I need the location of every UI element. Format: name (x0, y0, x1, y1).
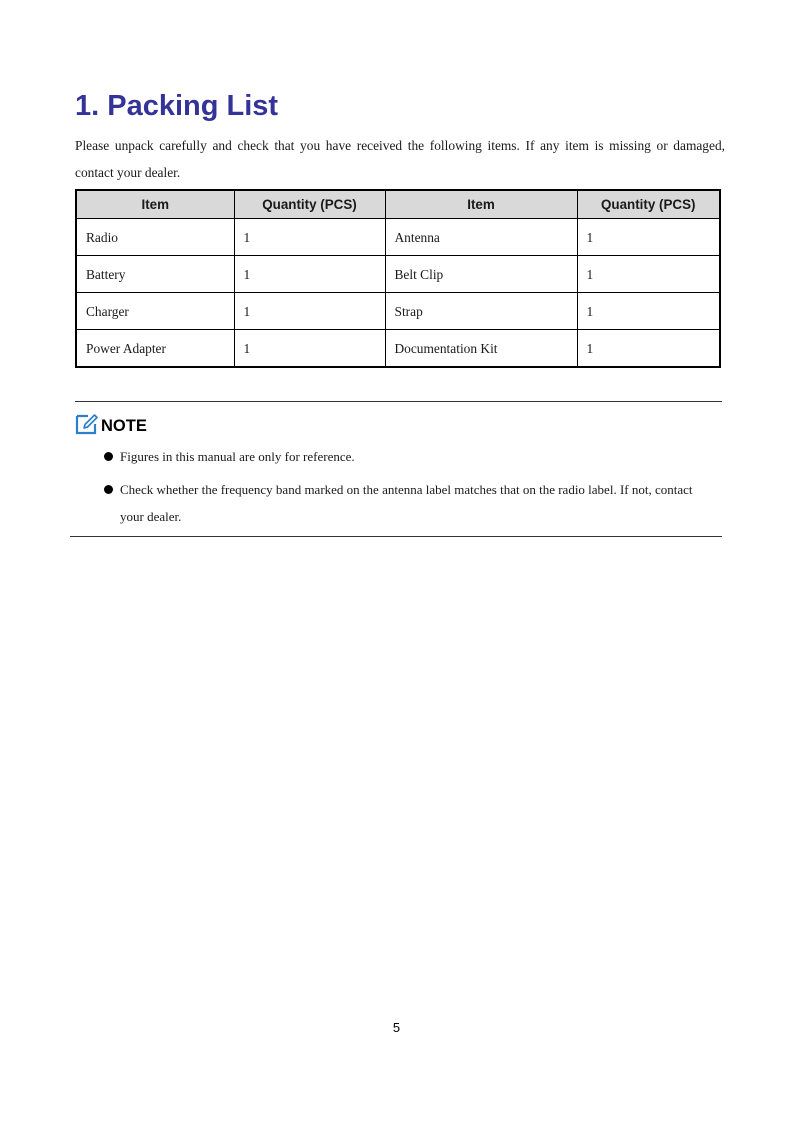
page-title: 1. Packing List (75, 90, 279, 122)
item-cell: Power Adapter (76, 330, 234, 368)
table-row (76, 256, 720, 293)
note-label: NOTE (101, 417, 147, 435)
packing-list-table (75, 189, 721, 368)
page-number: 5 (392, 1020, 401, 1035)
quantity-cell: 1 (577, 293, 720, 330)
bullet-icon (104, 452, 113, 461)
quantity-cell: 1 (234, 219, 385, 256)
header-quantity-1: Quantity (PCS) (234, 190, 385, 219)
item-cell: Battery (76, 256, 234, 293)
item-cell: Charger (76, 293, 234, 330)
item-cell: Radio (76, 219, 234, 256)
quantity-cell: 1 (577, 256, 720, 293)
note-header (75, 411, 147, 435)
quantity-cell: 1 (234, 293, 385, 330)
bullet-icon (104, 485, 113, 494)
note-list (104, 443, 704, 536)
note-item (104, 443, 704, 470)
table-row (76, 293, 720, 330)
note-item-text: Check whether the frequency band marked on the antenna label matches that on the radio label. If not, contact your dealer. (120, 482, 693, 524)
quantity-cell: 1 (577, 330, 720, 368)
quantity-cell: 1 (234, 256, 385, 293)
item-cell: Documentation Kit (385, 330, 577, 368)
note-top-divider (75, 401, 722, 402)
quantity-cell: 1 (234, 330, 385, 368)
table-row (76, 219, 720, 256)
quantity-cell: 1 (577, 219, 720, 256)
item-cell: Strap (385, 293, 577, 330)
table-row (76, 330, 720, 368)
header-item-1: Item (76, 190, 234, 219)
note-bottom-divider (70, 536, 722, 537)
table-header-row (76, 190, 720, 219)
item-cell: Belt Clip (385, 256, 577, 293)
note-pencil-icon (75, 413, 99, 435)
header-quantity-2: Quantity (PCS) (577, 190, 720, 219)
header-item-2: Item (385, 190, 577, 219)
intro-paragraph: Please unpack carefully and check that you have received the following items. If any item is missing or damaged, contact your dealer. (75, 138, 725, 180)
note-item (104, 476, 704, 530)
item-cell: Antenna (385, 219, 577, 256)
note-item-text: Figures in this manual are only for reference. (120, 449, 355, 464)
